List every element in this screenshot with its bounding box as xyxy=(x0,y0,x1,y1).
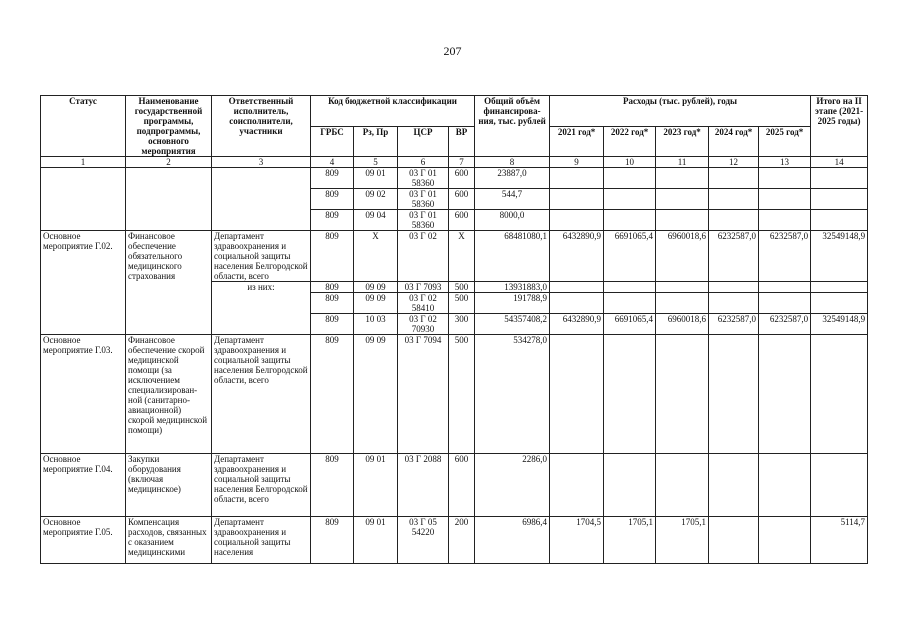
header-2025: 2025 год* xyxy=(759,126,811,157)
header-grbs: ГРБС xyxy=(311,126,354,157)
total-cell: 23887,0 xyxy=(475,168,550,189)
col-number: 12 xyxy=(709,157,759,168)
vr-cell: 600 xyxy=(449,210,475,231)
header-expenses: Расходы (тыс. рублей), годы xyxy=(550,96,811,127)
table-row xyxy=(41,454,868,517)
rz-cell: X xyxy=(354,231,398,282)
rz-cell: 09 01 xyxy=(354,168,398,189)
grbs-cell: 809 xyxy=(311,314,354,335)
csr-cell: 03 Г 7094 xyxy=(398,335,449,454)
col-number: 5 xyxy=(354,157,398,168)
col-number: 11 xyxy=(656,157,709,168)
table-row xyxy=(41,335,868,454)
csr-cell: 03 Г 2088 xyxy=(398,454,449,517)
header-name: Наименование государственной программы, подпрограммы, основного мероприятия xyxy=(126,96,212,157)
csr-cell: 03 Г 02 70930 xyxy=(398,314,449,335)
responsible-cell: Департамент здравоохранения и социальной защиты населения Белгородской области, всего xyxy=(212,335,311,454)
table-row xyxy=(41,168,868,189)
name-cell: Финансовое обеспечение скорой медицинской помощи (за исключением специализирован-ной (санитарно-авиационной) скорой медицинской помощи) xyxy=(126,335,212,454)
col-number: 13 xyxy=(759,157,811,168)
name-cell: Закупки оборудования (включая медицинское) xyxy=(126,454,212,517)
col-number: 8 xyxy=(475,157,550,168)
total-cell: 6986,4 xyxy=(475,517,550,564)
table-row xyxy=(41,517,868,564)
total-cell: 13931883,0 xyxy=(475,282,550,293)
name-cell: Финансовое обеспечение обязательного медицинского страхования xyxy=(126,231,212,335)
rz-cell: 09 09 xyxy=(354,282,398,293)
vr-cell: 600 xyxy=(449,189,475,210)
col-number: 7 xyxy=(449,157,475,168)
status-cell: Основное мероприятие Г.03. xyxy=(41,335,126,454)
responsible-cell: Департамент здравоохранения и социальной защиты населения xyxy=(212,517,311,564)
vr-cell: 200 xyxy=(449,517,475,564)
col-number: 2 xyxy=(126,157,212,168)
y2023-cell: 6960018,6 xyxy=(656,314,709,335)
grbs-cell: 809 xyxy=(311,282,354,293)
y2022-cell: 1705,1 xyxy=(604,517,656,564)
name-cell: Компенсация расходов, связанных с оказанием медицинскими xyxy=(126,517,212,564)
header-budget-code: Код бюджетной классификации xyxy=(311,96,475,127)
y2024-cell: 6232587,0 xyxy=(709,314,759,335)
grbs-cell: 809 xyxy=(311,231,354,282)
header-2022: 2022 год* xyxy=(604,126,656,157)
grbs-cell: 809 xyxy=(311,335,354,454)
grbs-cell: 809 xyxy=(311,168,354,189)
grbs-cell: 809 xyxy=(311,454,354,517)
grbs-cell: 809 xyxy=(311,517,354,564)
header-csr: ЦСР xyxy=(398,126,449,157)
y2022-cell: 6691065,4 xyxy=(604,314,656,335)
col-number: 10 xyxy=(604,157,656,168)
status-cell: Основное мероприятие Г.04. xyxy=(41,454,126,517)
csr-cell: 03 Г 02 58410 xyxy=(398,293,449,314)
vr-cell: X xyxy=(449,231,475,282)
csr-cell: 03 Г 01 58360 xyxy=(398,189,449,210)
y2021-cell: 1704,5 xyxy=(550,517,604,564)
header-rz-pr: Рз, Пр xyxy=(354,126,398,157)
col-number: 3 xyxy=(212,157,311,168)
y2022-cell: 6691065,4 xyxy=(604,231,656,282)
page-number: 207 xyxy=(443,44,462,58)
header-status: Статус xyxy=(41,96,126,157)
header-total-volume: Общий объём финансирова-ния, тыс. рублей xyxy=(475,96,550,157)
budget-table xyxy=(40,95,868,564)
rz-cell: 09 01 xyxy=(354,454,398,517)
col-number: 6 xyxy=(398,157,449,168)
table-row xyxy=(41,231,868,282)
responsible-cell: Департамент здравоохранения и социальной защиты населения Белгородской области, всего xyxy=(212,454,311,517)
grbs-cell: 809 xyxy=(311,293,354,314)
grbs-cell: 809 xyxy=(311,189,354,210)
col-number: 14 xyxy=(811,157,868,168)
csr-cell: 03 Г 02 xyxy=(398,231,449,282)
y2023-cell: 1705,1 xyxy=(656,517,709,564)
rz-cell: 09 02 xyxy=(354,189,398,210)
vr-cell: 600 xyxy=(449,454,475,517)
rz-cell: 09 09 xyxy=(354,335,398,454)
total-cell: 8000,0 xyxy=(475,210,550,231)
y2021-cell: 6432890,9 xyxy=(550,231,604,282)
header-responsible: Ответственный исполнитель, соисполнители, участники xyxy=(212,96,311,157)
vr-cell: 500 xyxy=(449,293,475,314)
vr-cell: 300 xyxy=(449,314,475,335)
y2024-cell: 6232587,0 xyxy=(709,231,759,282)
header-row-1 xyxy=(41,96,868,127)
header-2021: 2021 год* xyxy=(550,126,604,157)
header-total-stage: Итого на II этапе (2021-2025 годы) xyxy=(811,96,868,157)
csr-cell: 03 Г 05 54220 xyxy=(398,517,449,564)
csr-cell: 03 Г 01 58360 xyxy=(398,210,449,231)
sum-cell: 32549148,9 xyxy=(811,231,868,282)
status-cell: Основное мероприятие Г.05. xyxy=(41,517,126,564)
column-number-row xyxy=(41,157,868,168)
y2025-cell: 6232587,0 xyxy=(759,314,811,335)
col-number: 9 xyxy=(550,157,604,168)
csr-cell: 03 Г 01 58360 xyxy=(398,168,449,189)
col-number: 1 xyxy=(41,157,126,168)
of-them-label: из них: xyxy=(212,282,311,335)
col-number: 4 xyxy=(311,157,354,168)
grbs-cell: 809 xyxy=(311,210,354,231)
csr-cell: 03 Г 7093 xyxy=(398,282,449,293)
vr-cell: 600 xyxy=(449,168,475,189)
header-vr: ВР xyxy=(449,126,475,157)
rz-cell: 10 03 xyxy=(354,314,398,335)
total-cell: 534278,0 xyxy=(475,335,550,454)
total-cell: 54357408,2 xyxy=(475,314,550,335)
header-2023: 2023 год* xyxy=(656,126,709,157)
rz-cell: 09 01 xyxy=(354,517,398,564)
header-2024: 2024 год* xyxy=(709,126,759,157)
y2023-cell: 6960018,6 xyxy=(656,231,709,282)
rz-cell: 09 09 xyxy=(354,293,398,314)
responsible-cell: Департамент здравоохранения и социальной защиты населения Белгородской области, всего xyxy=(212,231,311,282)
total-cell: 191788,9 xyxy=(475,293,550,314)
y2021-cell: 6432890,9 xyxy=(550,314,604,335)
vr-cell: 500 xyxy=(449,282,475,293)
total-cell: 2286,0 xyxy=(475,454,550,517)
rz-cell: 09 04 xyxy=(354,210,398,231)
y2025-cell: 6232587,0 xyxy=(759,231,811,282)
status-cell: Основное мероприятие Г.02. xyxy=(41,231,126,335)
total-cell: 544,7 xyxy=(475,189,550,210)
sum-cell: 5114,7 xyxy=(811,517,868,564)
vr-cell: 500 xyxy=(449,335,475,454)
sum-cell: 32549148,9 xyxy=(811,314,868,335)
total-cell: 68481080,1 xyxy=(475,231,550,282)
